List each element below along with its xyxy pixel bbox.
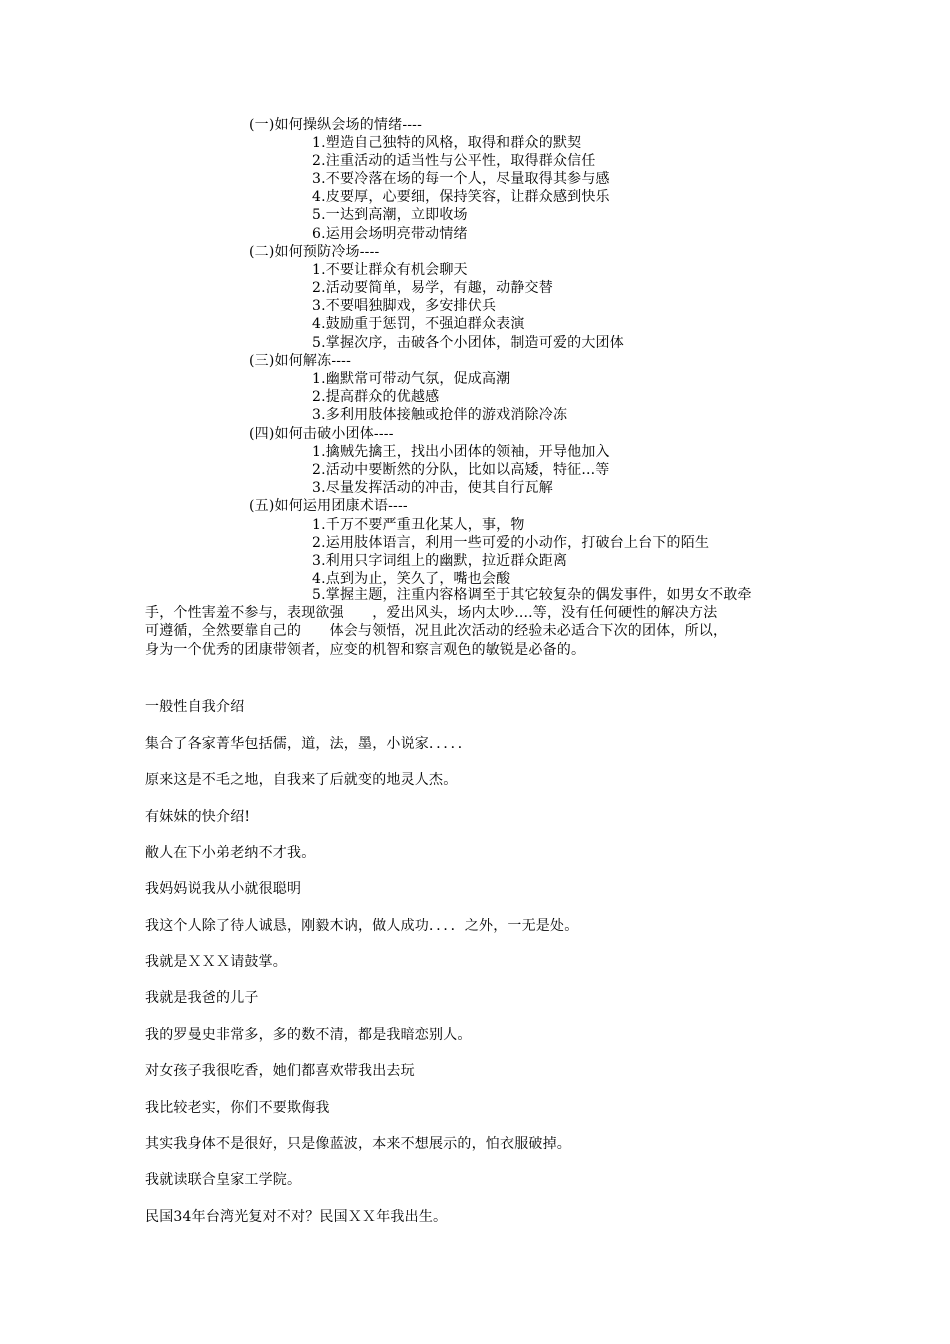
list-item: 3.不要冷落在场的每一个人，尽量取得其参与感 — [312, 171, 610, 187]
intro-line: 对女孩子我很吃香，她们都喜欢带我出去玩 — [145, 1063, 415, 1079]
list-item: 4.点到为止，笑久了，嘴也会酸 — [312, 571, 511, 587]
list-item: 2.提高群众的优越感 — [312, 389, 440, 405]
section-heading: (三)如何解冻---- — [249, 353, 352, 369]
list-item: 1.不要让群众有机会聊天 — [312, 262, 468, 278]
intro-title: 一般性自我介绍 — [145, 699, 245, 715]
closing-paragraph — [145, 586, 815, 659]
intro-line: 我妈妈说我从小就很聪明 — [145, 881, 302, 897]
list-item: 3.尽量发挥活动的冲击，使其自行瓦解 — [312, 480, 553, 496]
list-item: 3.利用只字词组上的幽默，拉近群众距离 — [312, 553, 568, 569]
intro-line: 敝人在下小弟老纳不才我。 — [145, 845, 316, 861]
list-item: 4.鼓励重于惩罚，不强迫群众表演 — [312, 316, 525, 332]
paragraph-line: 手，个性害羞不参与，表现欲强 ，爱出风头，场内太吵....等，没有任何硬性的解决方法 — [145, 605, 718, 622]
intro-line: 集合了各家菁华包括儒，道，法，墨，小说家．．．．． — [145, 736, 472, 752]
list-item: 2.运用肢体语言，利用一些可爱的小动作，打破台上台下的陌生 — [312, 535, 710, 551]
list-item: 5.一达到高潮，立即收场 — [312, 207, 468, 223]
list-item: 1.塑造自己独特的风格，取得和群众的默契 — [312, 135, 582, 151]
list-item: 1.擒贼先擒王，找出小团体的领袖，开导他加入 — [312, 444, 610, 460]
intro-line: 我这个人除了待人诚恳，刚毅木讷，做人成功．．．．之外，一无是处。 — [145, 918, 579, 934]
intro-line: 其实我身体不是很好，只是像蓝波，本来不想展示的，怕衣服破掉。 — [145, 1136, 571, 1152]
list-item: 4.皮要厚，心要细，保持笑容，让群众感到快乐 — [312, 189, 610, 205]
list-item: 3.不要唱独脚戏，多安排伏兵 — [312, 298, 497, 314]
list-item: 3.多利用肢体接触或抢伴的游戏消除冷冻 — [312, 407, 568, 423]
list-item: 1.幽默常可带动气氛，促成高潮 — [312, 371, 511, 387]
intro-line: 我的罗曼史非常多，多的数不清，都是我暗恋别人。 — [145, 1027, 472, 1043]
list-item: 1.千万不要严重丑化某人，事，物 — [312, 517, 525, 533]
section-heading: (二)如何预防冷场---- — [249, 244, 380, 260]
paragraph-line: 身为一个优秀的团康带领者，应变的机智和察言观色的敏锐是必备的。 — [145, 641, 586, 658]
section-heading: (一)如何操纵会场的情绪---- — [249, 117, 423, 133]
paragraph-line: 5.掌握主题，注重内容格调至于其它较复杂的偶发事件，如男女不敢牵 — [312, 587, 752, 603]
section-heading: (四)如何击破小团体---- — [249, 426, 394, 442]
list-item: 2.注重活动的适当性与公平性，取得群众信任 — [312, 153, 596, 169]
intro-line: 民国34年台湾光复对不对？民国ＸＸ年我出生。 — [145, 1209, 448, 1225]
list-item: 5.掌握次序，击破各个小团体，制造可爱的大团体 — [312, 335, 624, 351]
intro-line: 有妹妹的快介绍! — [145, 809, 251, 825]
intro-line: 原来这是不毛之地，自我来了后就变的地灵人杰。 — [145, 772, 458, 788]
section-heading: (五)如何运用团康术语---- — [249, 498, 408, 514]
list-item: 2.活动要简单，易学，有趣，动静交替 — [312, 280, 553, 296]
paragraph-line: 可遵循，全然要靠自己的 体会与领悟，况且此次活动的经验未必适合下次的团体，所以， — [145, 623, 728, 640]
intro-line: 我就是ＸＸＸ请鼓掌。 — [145, 954, 287, 970]
list-item: 2.活动中要断然的分队，比如以高矮，特征...等 — [312, 462, 610, 478]
intro-line: 我就读联合皇家工学院。 — [145, 1172, 302, 1188]
intro-line: 我就是我爸的儿子 — [145, 990, 259, 1006]
intro-line: 我比较老实，你们不要欺侮我 — [145, 1100, 330, 1116]
list-item: 6.运用会场明亮带动情绪 — [312, 226, 468, 242]
